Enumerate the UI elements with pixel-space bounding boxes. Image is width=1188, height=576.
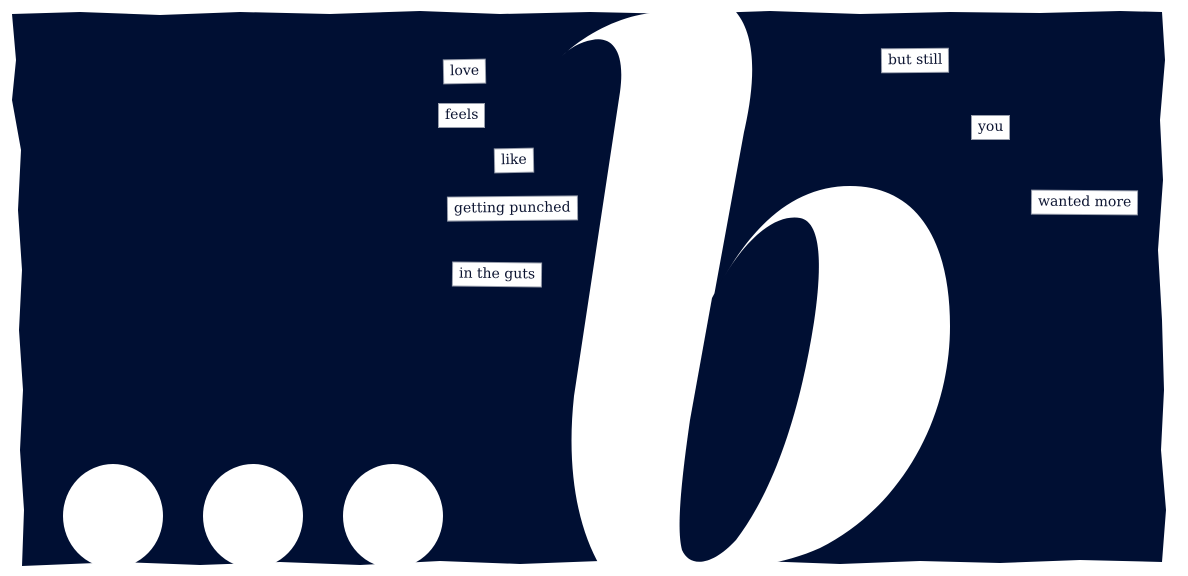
ellipsis-dot-3	[343, 464, 443, 568]
word-love: love	[444, 60, 486, 84]
ellipsis-dot-2	[203, 464, 303, 568]
word-feels: feels	[439, 104, 484, 127]
word-in-the-guts: in the guts	[453, 263, 541, 287]
word-wanted-more: wanted more	[1032, 191, 1138, 215]
word-but-still: but still	[882, 49, 949, 73]
word-getting-punched: getting punched	[448, 196, 577, 220]
word-you: you	[972, 116, 1009, 139]
ellipsis-dot-1	[63, 464, 163, 568]
word-like: like	[495, 149, 533, 173]
